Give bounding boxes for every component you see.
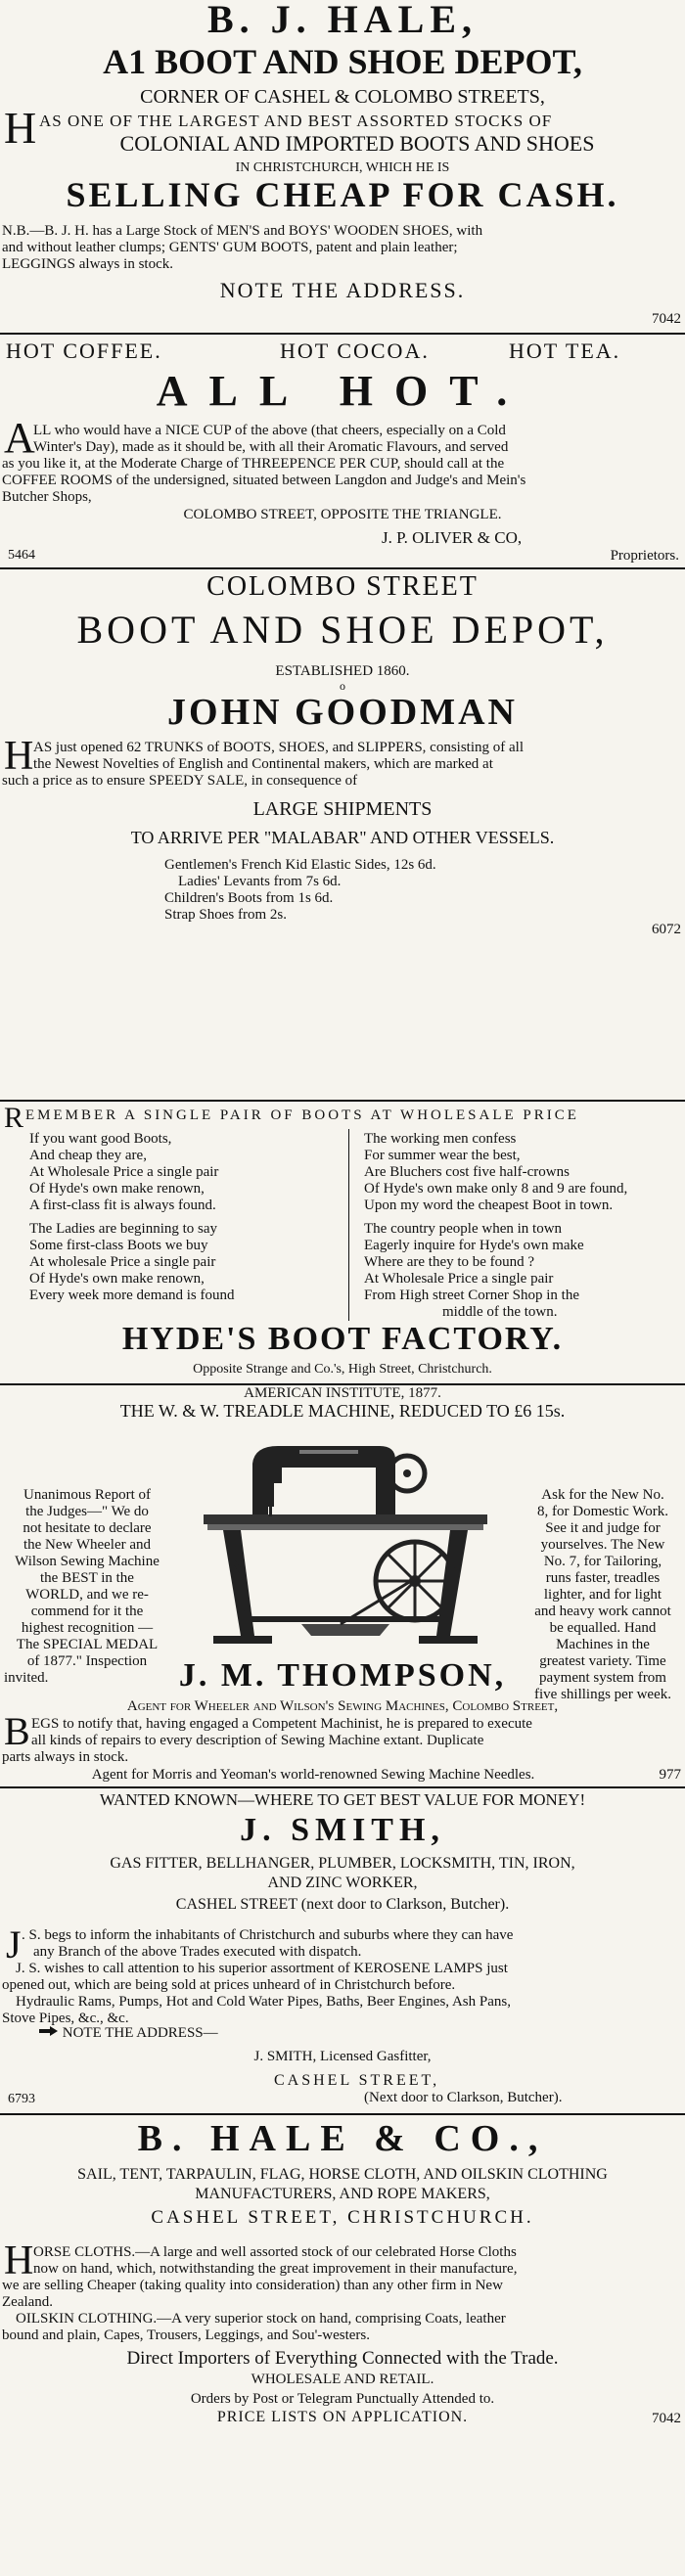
thompson-line3: parts always in stock. (2, 1749, 129, 1765)
hale-nb-2: and without leather clumps; GENTS' GUM BOOTS, patent and plain leather; (2, 240, 458, 255)
oliver-number: 5464 (8, 548, 35, 563)
hyde-dropcap: R (4, 1102, 24, 1134)
hale-co-p4: Zealand. (2, 2294, 54, 2310)
smith-street: CASHEL STREET, (274, 2072, 440, 2089)
divider (0, 567, 685, 569)
hale-nb (2, 223, 681, 273)
verse-line: Are Bluchers cost five half-crowns (364, 1164, 570, 1180)
hale-co-para-b (2, 2278, 681, 2344)
column-line: highest recognition — (21, 1620, 154, 1636)
hale-co-price: PRICE LISTS ON APPLICATION. (216, 2409, 469, 2425)
hyde-verse-left-2 (29, 1221, 235, 1304)
hale-line2: COLONIAL AND IMPORTED BOOTS AND SHOES (119, 131, 595, 156)
oliver-line2: Winter's Day), made as it should be, with all their Aromatic Flavours, and served (33, 439, 509, 455)
goodman-line1: AS just opened 62 TRUNKS of BOOTS, SHOES, and SLIPPERS, consisting of all (33, 740, 525, 755)
oliver-dropcap: A (4, 414, 35, 462)
hale-subtitle: A1 BOOT AND SHOE DEPOT, (103, 42, 582, 81)
column-line: not hesitate to declare (23, 1520, 152, 1536)
goodman-item: Children's Boots from 1s 6d. (164, 890, 334, 906)
column-line: the BEST in the (40, 1570, 134, 1586)
verse-line: If you want good Boots, (29, 1131, 172, 1147)
column-line: greatest variety. Time (539, 1653, 666, 1669)
hot-coffee: HOT COFFEE. (6, 339, 162, 363)
hale-co-dropcap: H (4, 2238, 34, 2283)
verse-line: middle of the town. (442, 1304, 558, 1320)
smith-next-door: (Next door to Clarkson, Butcher). (364, 2090, 563, 2105)
column-line: WORLD, and we re- (25, 1587, 149, 1603)
verse-line: Of Hyde's own make only 8 and 9 are found, (364, 1181, 628, 1197)
oliver-line1: LL who would have a NICE CUP of the above (that cheers, especially on a Cold (33, 423, 506, 438)
thompson-line1: EGS to notify that, having engaged a Competent Machinist, he is prepared to execute (31, 1716, 532, 1732)
smith-line1: . S. begs to inform the inhabitants of Christchurch and suburbs where they can have (22, 1927, 514, 1943)
hale-note: NOTE THE ADDRESS. (219, 278, 466, 302)
hyde-verse-left-1 (29, 1131, 218, 1214)
goodman-dropcap: H (4, 734, 34, 779)
thompson-para-b (2, 1749, 681, 1766)
verse-line: The country people when in town (364, 1221, 563, 1237)
oliver-para-b (2, 456, 681, 506)
thompson-agent2: Agent for Morris and Yeoman's world-renowned Sewing Machine Needles. (91, 1767, 535, 1783)
smith-number: 6793 (8, 2092, 35, 2106)
oliver-line5: Butcher Shops, (2, 489, 92, 505)
hot-tea: HOT TEA. (509, 339, 621, 363)
verse-line: A first-class fit is always found. (29, 1198, 216, 1213)
hale-co-p5: OILSKIN CLOTHING.—A very superior stock on hand, comprising Coats, leather (16, 2311, 506, 2327)
goodman-item: Strap Shoes from 2s. (164, 907, 287, 923)
column-line: payment system from (539, 1670, 666, 1686)
hale-slogan: SELLING CHEAP FOR CASH. (66, 175, 619, 214)
verse-line: For summer wear the best, (364, 1148, 521, 1163)
hyde-verse-right-2 (364, 1221, 584, 1321)
verse-line: The Ladies are beginning to say (29, 1221, 218, 1237)
smith-note-row (39, 2025, 218, 2042)
verse-line: Every week more demand is found (29, 1288, 235, 1303)
goodman-item: Gentlemen's French Kid Elastic Sides, 12s 6d. (164, 857, 436, 873)
hale-co-street: CASHEL STREET, CHRISTCHURCH. (151, 2207, 534, 2228)
column-line: five shillings per week. (534, 1687, 671, 1702)
thompson-headline: THE W. & W. TREADLE MACHINE, REDUCED TO £6 15s. (119, 1401, 566, 1421)
goodman-separator: o (340, 679, 345, 693)
column-line: the New Wheeler and (23, 1537, 152, 1553)
verse-line: At Wholesale Price a single pair (29, 1164, 219, 1180)
verse-line: Eagerly inquire for Hyde's own make (364, 1238, 584, 1253)
column-line: lighter, and for light (543, 1587, 662, 1603)
divider (0, 2113, 685, 2115)
verse-line: Of Hyde's own make renown, (29, 1181, 205, 1197)
smith-para-a (22, 1927, 681, 1961)
hale-co-p6: bound and plain, Capes, Trousers, Leggings, and Sou'-westers. (2, 2327, 371, 2343)
thompson-para-a (31, 1716, 681, 1749)
goodman-para-a (33, 740, 681, 773)
divider (0, 333, 685, 335)
verse-line: Of Hyde's own make renown, (29, 1271, 205, 1287)
oliver-para-a (33, 423, 681, 456)
smith-address: CASHEL STREET (next door to Clarkson, Butcher). (175, 1896, 510, 1913)
verse-column-rule (348, 1129, 349, 1321)
oliver-line4: COFFEE ROOMS of the undersigned, situated between Langdon and Judge's and Mein's (2, 473, 526, 488)
hale-line3: IN CHRISTCHURCH, WHICH HE IS (235, 160, 450, 175)
hale-title: B. J. HALE, (206, 0, 479, 41)
hyde-title: HYDE'S BOOT FACTORY. (121, 1321, 564, 1357)
hale-address: CORNER OF CASHEL & COLOMBO STREETS, (140, 86, 545, 108)
goodman-items (164, 857, 436, 924)
goodman-established: ESTABLISHED 1860. (275, 663, 410, 679)
smith-trades1: GAS FITTER, BELLHANGER, PLUMBER, LOCKSMITH, TIN, IRON, (110, 1855, 575, 1872)
column-line: runs faster, treadles (545, 1570, 661, 1586)
hale-co-line1: SAIL, TENT, TARPAULIN, FLAG, HORSE CLOTH, AND OILSKIN CLOTHING (77, 2166, 608, 2183)
hale-co-title: B. HALE & CO., (137, 2118, 548, 2159)
smith-line3: J. S. wishes to call attention to his superior assortment of KEROSENE LAMPS just (16, 1961, 508, 1976)
thompson-agent: Agent for Wheeler and Wilson's Sewing Machines, Colombo Street, (126, 1698, 559, 1714)
divider (0, 1786, 685, 1788)
smith-line2: any Branch of the above Trades executed with dispatch. (33, 1944, 362, 1960)
column-line: Machines in the (556, 1637, 650, 1652)
verse-line: The working men confess (364, 1131, 517, 1147)
hale-co-number: 7042 (652, 2411, 681, 2426)
goodman-line2: the Newest Novelties of English and Continental makers, which are marked at (33, 756, 493, 772)
smith-trades2: AND ZINC WORKER, (267, 1875, 418, 1891)
column-line: Ask for the New No. (541, 1487, 664, 1503)
column-line: Wilson Sewing Machine (15, 1554, 160, 1569)
column-line: invited. (4, 1670, 49, 1686)
goodman-number: 6072 (652, 922, 681, 937)
column-line: of 1877." Inspection (26, 1653, 148, 1669)
thompson-institute: AMERICAN INSTITUTE, 1877. (244, 1385, 441, 1401)
smith-name: J. SMITH, (240, 1812, 445, 1848)
column-line: the Judges—" We do (25, 1504, 149, 1519)
hyde-verse-right-1 (364, 1131, 627, 1214)
hale-co-p3: we are selling Cheaper (taking quality into consideration) than any other firm in New (2, 2278, 503, 2293)
goodman-large: LARGE SHIPMENTS (252, 798, 433, 820)
smith-line6: Stove Pipes, &c., &c. (2, 2011, 129, 2026)
verse-line: At wholesale Price a single pair (29, 1254, 216, 1270)
oliver-address: COLOMBO STREET, OPPOSITE THE TRIANGLE. (183, 507, 502, 522)
hale-co-direct: Direct Importers of Everything Connected with the Trade. (126, 2348, 559, 2369)
verse-line: At Wholesale Price a single pair (364, 1271, 554, 1287)
thompson-line2: all kinds of repairs to every description of Sewing Machine extant. Duplicate (31, 1733, 484, 1748)
smith-line4: opened out, which are being sold at prices unheard of in Christchurch before. (2, 1977, 456, 1993)
goodman-para-b (2, 773, 681, 790)
oliver-line3: as you like it, at the Moderate Charge of THREEPENCE PER CUP, should call at the (2, 456, 505, 472)
divider (0, 1100, 685, 1102)
smith-wanted: WANTED KNOWN—WHERE TO GET BEST VALUE FOR MONEY! (99, 1790, 586, 1809)
hale-co-wholesale: WHOLESALE AND RETAIL. (251, 2372, 434, 2387)
column-line: Unanimous Report of (23, 1487, 151, 1503)
smith-note: NOTE THE ADDRESS— (62, 2025, 218, 2041)
smith-dropcap: J (6, 1922, 22, 1966)
verse-line: From High street Corner Shop in the (364, 1288, 579, 1303)
column-line: No. 7, for Tailoring, (543, 1554, 662, 1569)
thompson-number: 977 (659, 1767, 681, 1783)
hale-co-orders: Orders by Post or Telegram Punctually Attended to. (190, 2391, 495, 2407)
column-line: The SPECIAL MEDAL (16, 1637, 159, 1652)
hale-nb-3: LEGGINGS always in stock. (2, 256, 173, 272)
pointing-hand-icon (39, 2025, 59, 2037)
oliver-role: Proprietors. (610, 548, 679, 564)
verse-line: Upon my word the cheapest Boot in town. (364, 1198, 614, 1213)
hale-co-line2: MANUFACTURERS, AND ROPE MAKERS, (195, 2186, 490, 2202)
column-line: commend for it the (30, 1604, 144, 1619)
thompson-dropcap: B (4, 1709, 30, 1753)
oliver-title: ALL HOT. (156, 367, 529, 415)
column-line: 8, for Domestic Work. (537, 1504, 668, 1519)
smith-line5: Hydraulic Rams, Pumps, Hot and Cold Water Pipes, Baths, Beer Engines, Ash Pans, (16, 1994, 511, 2010)
goodman-line3: such a price as to ensure SPEEDY SALE, in consequence of (2, 773, 358, 789)
smith-signature: J. SMITH, Licensed Gasfitter, (253, 2049, 432, 2064)
hale-co-para-a (33, 2244, 681, 2278)
column-line: See it and judge for (545, 1520, 661, 1536)
thompson-name: J. M. THOMPSON, (178, 1657, 507, 1694)
hale-co-p1: ORSE CLOTHS.—A large and well assorted stock of our celebrated Horse Cloths (33, 2244, 517, 2260)
goodman-name: JOHN GOODMAN (167, 692, 518, 733)
column-line: yourselves. The New (540, 1537, 665, 1553)
hale-co-p2: now on hand, which, notwithstanding the great improvement in their manufacture, (33, 2261, 518, 2277)
goodman-item: Ladies' Levants from 7s 6d. (178, 874, 342, 889)
hot-cocoa: HOT COCOA. (280, 339, 430, 363)
hale-line1: AS ONE OF THE LARGEST AND BEST ASSORTED STOCKS OF (39, 112, 553, 130)
column-line: and heavy work cannot (534, 1604, 671, 1619)
hyde-head: EMEMBER A SINGLE PAIR OF BOOTS AT WHOLESALE PRICE (25, 1107, 579, 1123)
verse-line: Where are they to be found ? (364, 1254, 535, 1270)
hale-dropcap: H (4, 103, 37, 153)
hyde-address: Opposite Strange and Co.'s, High Street, Christchurch. (193, 1362, 492, 1377)
oliver-name: J. P. OLIVER & CO, (382, 528, 523, 547)
verse-line: Some first-class Boots we buy (29, 1238, 208, 1253)
goodman-head2: BOOT AND SHOE DEPOT, (76, 608, 609, 652)
smith-para-b (2, 1961, 681, 2027)
hale-nb-1: N.B.—B. J. H. has a Large Stock of MEN'S and BOYS' WOODEN SHOES, with (2, 223, 483, 239)
hale-number: 7042 (652, 311, 681, 327)
sewing-machine-icon (184, 1424, 507, 1650)
verse-line: And cheap they are, (29, 1148, 147, 1163)
goodman-arrive: TO ARRIVE PER "MALABAR" AND OTHER VESSELS. (130, 828, 555, 847)
column-line: be equalled. Hand (549, 1620, 657, 1636)
goodman-head1: COLOMBO STREET (206, 571, 479, 602)
